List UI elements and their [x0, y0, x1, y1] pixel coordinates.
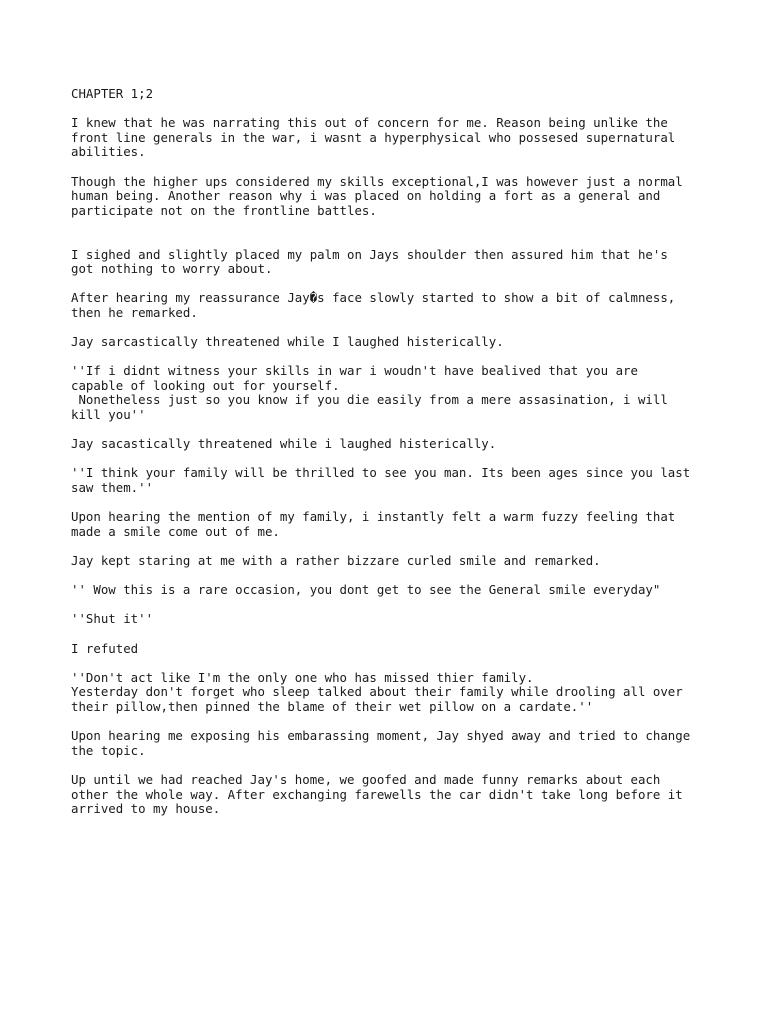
- paragraph: [71, 554, 711, 569]
- text-line: Though the higher ups considered my skills exceptional,I was however just a normal: [71, 173, 683, 189]
- paragraph: [71, 175, 711, 219]
- text-line: ''If i didnt witness your skills in war i woudn't have bealived that you are: [71, 363, 638, 379]
- text-line: made a smile come out of me.: [71, 523, 280, 539]
- paragraph: [71, 466, 711, 495]
- paragraph: [71, 437, 711, 452]
- paragraph: [71, 671, 711, 715]
- paragraph: [71, 510, 711, 539]
- paragraph: [71, 364, 711, 422]
- text-line: got nothing to worry about.: [71, 261, 273, 277]
- text-line: ''Don't act like I'm the only one who has missed thier family.: [71, 669, 534, 685]
- paragraph-gap: [71, 233, 711, 248]
- text-line: their pillow,then pinned the blame of their wet pillow on a cardate.'': [71, 698, 594, 714]
- text-line: After hearing my reassurance Jay�s face slowly started to show a bit of calmness,: [71, 290, 676, 306]
- text-line: front line generals in the war, i wasnt a hyperphysical who possesed supernatural: [71, 129, 676, 145]
- text-line: ''Shut it'': [71, 611, 154, 627]
- text-line: I sighed and slightly placed my palm on Jays shoulder then assured him that he's: [71, 246, 668, 262]
- document-body: [71, 116, 711, 817]
- text-line: I refuted: [71, 640, 139, 656]
- paragraph: [71, 116, 711, 160]
- paragraph: [71, 773, 711, 817]
- text-line: arrived to my house.: [71, 801, 221, 817]
- paragraph: [71, 612, 711, 627]
- text-line: Yesterday don't forget who sleep talked about their family while drooling all over: [71, 684, 683, 700]
- text-line: participate not on the frontline battles.: [71, 202, 377, 218]
- text-line: '' Wow this is a rare occasion, you dont get to see the General smile everyday": [71, 582, 661, 598]
- text-line: Upon hearing the mention of my family, i instantly felt a warm fuzzy feeling that: [71, 509, 676, 525]
- text-line: I knew that he was narrating this out of concern for me. Reason being unlike the: [71, 115, 668, 131]
- paragraph: [71, 335, 711, 350]
- text-line: ''I think your family will be thrilled to see you man. Its been ages since you last: [71, 465, 691, 481]
- text-line: the topic.: [71, 742, 146, 758]
- paragraph: [71, 583, 711, 598]
- paragraph: [71, 729, 711, 758]
- paragraph: [71, 248, 711, 277]
- document-page: [71, 87, 711, 831]
- text-line: Jay sarcastically threatened while I laughed histerically.: [71, 334, 504, 350]
- text-line: Jay kept staring at me with a rather bizzare curled smile and remarked.: [71, 553, 601, 568]
- paragraph: [71, 642, 711, 657]
- text-line: Jay sacastically threatened while i laughed histerically.: [71, 436, 497, 452]
- text-line: Nonetheless just so you know if you die easily from a mere assasination, i will: [71, 392, 668, 408]
- chapter-heading: CHAPTER 1;2: [71, 86, 154, 101]
- text-line: saw them.'': [71, 480, 154, 496]
- text-line: capable of looking out for yourself.: [71, 377, 340, 393]
- text-line: other the whole way. After exchanging farewells the car didn't take long before it: [71, 786, 683, 802]
- text-line: abilities.: [71, 144, 146, 160]
- text-line: Upon hearing me exposing his embarassing moment, Jay shyed away and tried to change: [71, 728, 691, 744]
- text-line: human being. Another reason why i was placed on holding a fort as a general and: [71, 188, 661, 204]
- text-line: then he remarked.: [71, 304, 198, 320]
- text-line: Up until we had reached Jay's home, we goofed and made funny remarks about each: [71, 771, 661, 787]
- text-line: kill you'': [71, 407, 146, 423]
- paragraph: [71, 291, 711, 320]
